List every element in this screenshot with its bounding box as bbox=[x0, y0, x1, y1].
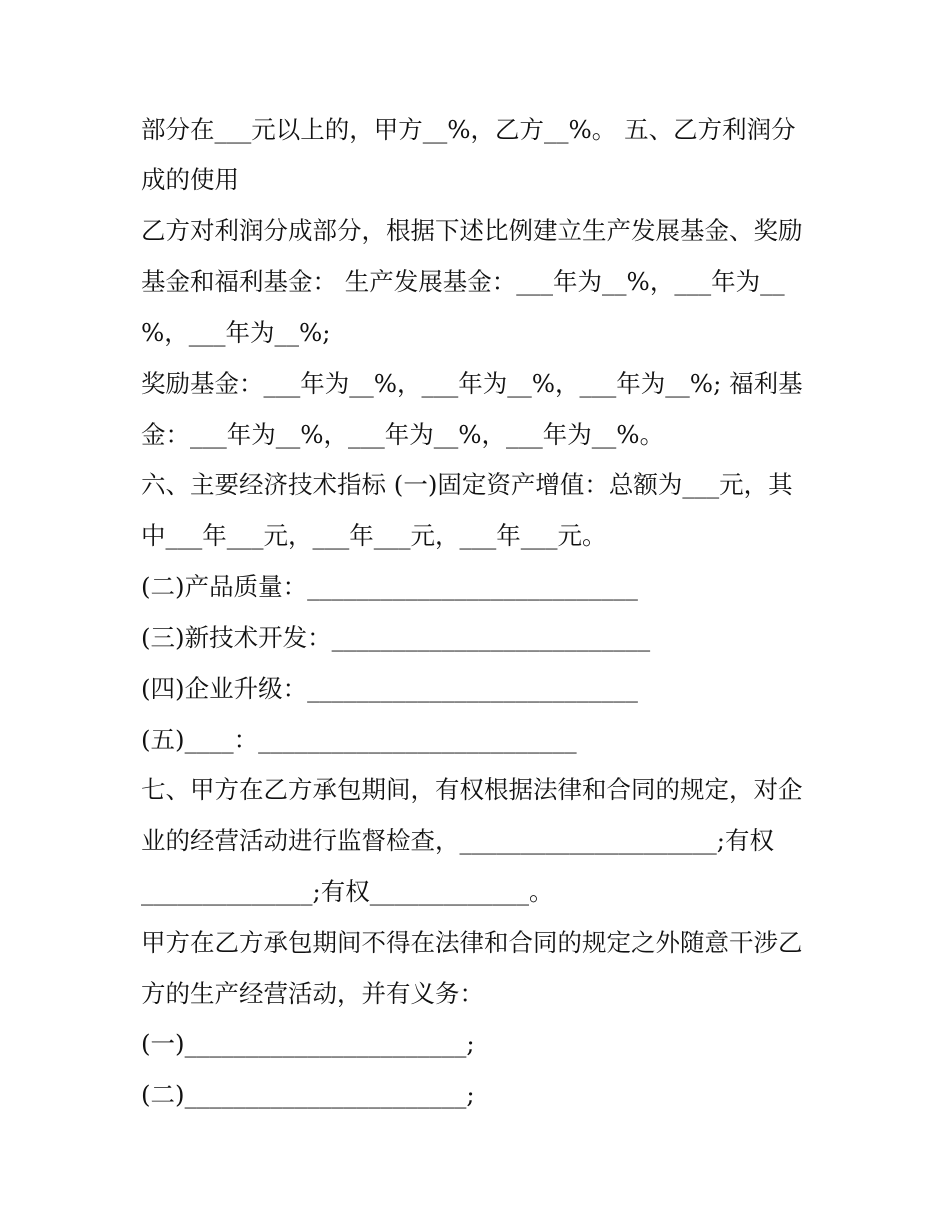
text-line: 七、甲方在乙方承包期间，有权根据法律和合同的规定，对企 bbox=[141, 775, 803, 804]
text-line: (二)_______________________; bbox=[141, 1080, 475, 1109]
text-line: %，___年为__%; bbox=[141, 318, 331, 347]
text-line: 金：___年为__%，___年为__%，___年为__%。 bbox=[141, 420, 665, 449]
text-line: ______________;有权_____________。 bbox=[141, 877, 554, 906]
text-line: 部分在___元以上的，甲方__%，乙方__%。 五、乙方利润分 bbox=[141, 115, 796, 144]
text-line: 方的生产经营活动，并有义务： bbox=[141, 979, 484, 1008]
text-line: 甲方在乙方承包期间不得在法律和合同的规定之外随意干涉乙 bbox=[141, 928, 803, 957]
text-line: (二)产品质量：___________________________ bbox=[141, 572, 638, 601]
text-line: (一)_______________________; bbox=[141, 1029, 475, 1058]
text-line: 六、主要经济技术指标 (一)固定资产增值：总额为___元，其 bbox=[141, 470, 793, 499]
text-line: 成的使用 bbox=[141, 165, 239, 194]
text-line: 业的经营活动进行监督检查，_____________________;有权 bbox=[141, 826, 775, 855]
text-line: 奖励基金：___年为__%，___年为__%，___年为__%; 福利基 bbox=[141, 369, 803, 398]
text-line: 乙方对利润分成部分，根据下述比例建立生产发展基金、奖励 bbox=[141, 216, 803, 245]
text-line: 基金和福利基金： 生产发展基金：___年为__%，___年为__ bbox=[141, 267, 785, 296]
text-line: (三)新技术开发：__________________________ bbox=[141, 623, 651, 652]
text-line: 中___年___元，___年___元，___年___元。 bbox=[141, 521, 607, 550]
text-line: (五)____：__________________________ bbox=[141, 725, 577, 754]
text-line: (四)企业升级：___________________________ bbox=[141, 674, 638, 703]
